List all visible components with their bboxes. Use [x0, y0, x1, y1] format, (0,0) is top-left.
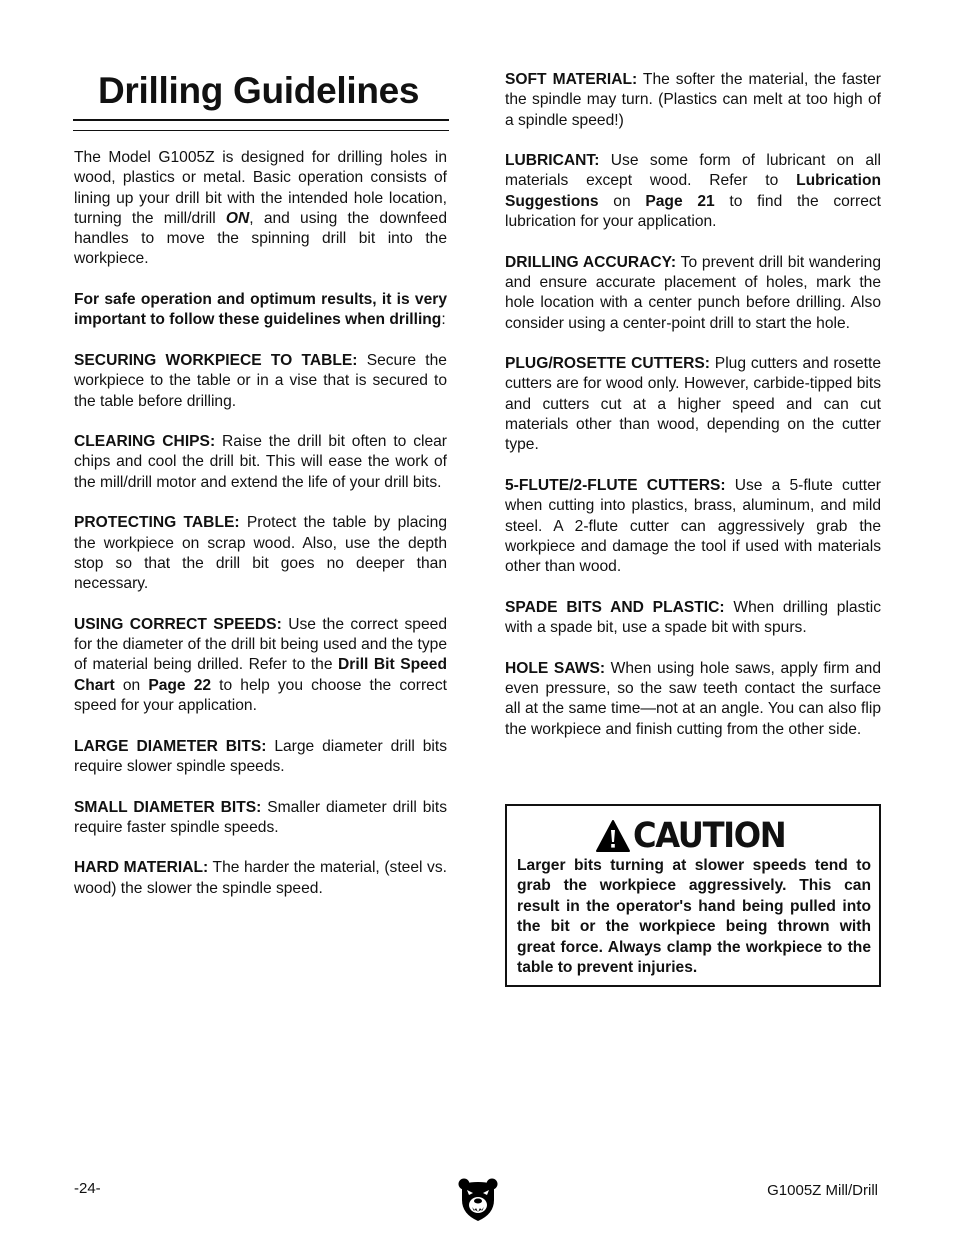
speeds-text-2: on — [114, 676, 149, 694]
speeds-paragraph — [74, 615, 447, 716]
title-rule-thin — [73, 130, 449, 131]
hard-material-body: The harder the material, (steel vs. wood) the slower the spindle speed. — [74, 859, 447, 897]
protecting-heading: PROTECTING TABLE: — [74, 514, 240, 532]
lubricant-text-3: to find the correct lubrication for your application. — [505, 192, 881, 231]
hard-material-paragraph — [74, 858, 447, 899]
protecting-paragraph — [74, 513, 447, 594]
page-22-reference: Page 22 — [148, 676, 212, 694]
small-bits-body: Smaller diameter drill bits require faster spindle speeds. — [74, 798, 447, 836]
safety-tail: : — [441, 311, 446, 329]
large-bits-paragraph — [74, 737, 447, 778]
lubricant-text-2: on — [598, 192, 646, 210]
intro-text-1: The Model G1005Z is designed for drilling holes in wood, plastics or metal. Basic operation consists of lining up your drill bit with the intended hole location, turning the mill/drill — [74, 149, 447, 227]
accuracy-heading: DRILLING ACCURACY: — [505, 253, 677, 271]
hole-saws-body: When using hole saws, apply firm and even pressure, so the saw teeth contact the surface all at the same time—not at an angle. You can also flip the workpiece and finish cutting from the other side. — [505, 659, 881, 738]
small-bits-heading: SMALL DIAMETER BITS: — [74, 798, 262, 816]
intro-on-text: ON — [225, 209, 250, 227]
flute-cutters-heading: 5-FLUTE/2-FLUTE CUTTERS: — [505, 476, 726, 494]
clearing-body: Raise the drill bit often to clear chips and cool the drill bit. This will ease the work of the mill/drill motor and extend the life of your drill bits. — [74, 433, 447, 491]
flute-cutters-paragraph — [505, 476, 881, 577]
speeds-text-1: Use the correct speed for the diameter of the drill bit being used and the type of material being drilled. Refer to the — [74, 615, 447, 674]
caution-text: Larger bits turning at slower speeds tend to grab the workpiece aggressively. This can result in the operator's hand being pulled into the bit or the workpiece being thrown with great force. Always clamp the workpiece to the table to prevent injuries. — [517, 857, 871, 977]
lubricant-text-1: Use some form of lubricant on all materials except wood. Refer to — [505, 152, 881, 190]
intro-paragraph — [74, 148, 447, 270]
manual-model: G1005Z Mill/Drill — [767, 1182, 878, 1199]
flute-cutters-body: Use a 5-flute cutter when cutting into plastics, brass, aluminum, and mild steel. A 2-flute cutter can aggressively grab the workpiece and damage the tool if used with materials other than wood. — [505, 476, 881, 576]
securing-paragraph — [74, 351, 447, 412]
page-21-reference: Page 21 — [645, 192, 715, 210]
left-column — [74, 148, 447, 919]
intro-text-2: , and using the downfeed handles to move the spinning drill bit into the workpiece. — [74, 209, 447, 268]
spade-bits-body: When drilling plastic with a spade bit, use a spade bit with spurs. — [505, 598, 881, 637]
lubricant-paragraph — [505, 151, 881, 232]
page-number: -24- — [74, 1180, 101, 1197]
accuracy-paragraph — [505, 253, 881, 334]
bear-head-logo — [458, 1178, 498, 1227]
clearing-paragraph — [74, 432, 447, 493]
speeds-heading: USING CORRECT SPEEDS: — [74, 615, 282, 633]
hole-saws-heading: HOLE SAWS: — [505, 659, 606, 677]
safety-paragraph — [74, 290, 447, 331]
small-bits-paragraph — [74, 798, 447, 839]
warning-triangle-icon — [595, 819, 631, 853]
spade-bits-paragraph — [505, 598, 881, 639]
protecting-body: Protect the table by placing the workpiece on scrap wood. Also, use the depth stop so that the drill bit goes no deeper than necessary. — [74, 514, 447, 593]
caution-label: CAUTION — [633, 815, 786, 856]
page-title: Drilling Guidelines — [98, 70, 420, 111]
right-column — [505, 70, 881, 760]
plug-cutters-paragraph — [505, 354, 881, 455]
soft-material-heading: SOFT MATERIAL: — [505, 71, 638, 88]
lubrication-reference: Lubrication Suggestions — [505, 172, 881, 210]
caution-header — [595, 814, 799, 858]
speeds-text-3: to help you choose the correct speed for your application. — [74, 676, 447, 715]
plug-cutters-body: Plug cutters and rosette cutters are for wood only. However, carbide-tipped bits and cutters cut at a higher speed and can cut materials other than wood, depending on the cutter type. — [505, 355, 881, 454]
securing-body: Secure the workpiece to the table or in a vise that is secured to the table before drilling. — [74, 351, 447, 410]
speed-chart-reference: Drill Bit Speed Chart — [74, 656, 448, 694]
securing-heading: SECURING WORKPIECE TO TABLE: — [74, 351, 358, 369]
large-bits-body: Large diameter drill bits require slower spindle speeds. — [74, 737, 447, 775]
soft-material-paragraph — [505, 70, 881, 131]
caution-box — [505, 804, 881, 987]
hard-material-heading: HARD MATERIAL: — [74, 859, 209, 877]
lubricant-heading: LUBRICANT: — [505, 152, 600, 170]
clearing-heading: CLEARING CHIPS: — [74, 433, 216, 451]
plug-cutters-heading: PLUG/ROSETTE CUTTERS: — [505, 355, 710, 373]
soft-material-body: The softer the material, the faster the spindle may turn. (Plastics can melt at too high of a spindle speed!) — [505, 71, 881, 129]
accuracy-body: To prevent drill bit wandering and ensure accurate placement of holes, mark the hole location with a center punch before drilling. Also consider using a center-point drill to start the hole. — [505, 253, 881, 332]
safety-bold-text: For safe operation and optimum results, it is very important to follow these guidelines when drilling — [74, 291, 447, 329]
title-rule-thick — [73, 119, 449, 121]
spade-bits-heading: SPADE BITS AND PLASTIC: — [505, 598, 725, 616]
large-bits-heading: LARGE DIAMETER BITS: — [74, 737, 267, 755]
hole-saws-paragraph — [505, 659, 881, 740]
